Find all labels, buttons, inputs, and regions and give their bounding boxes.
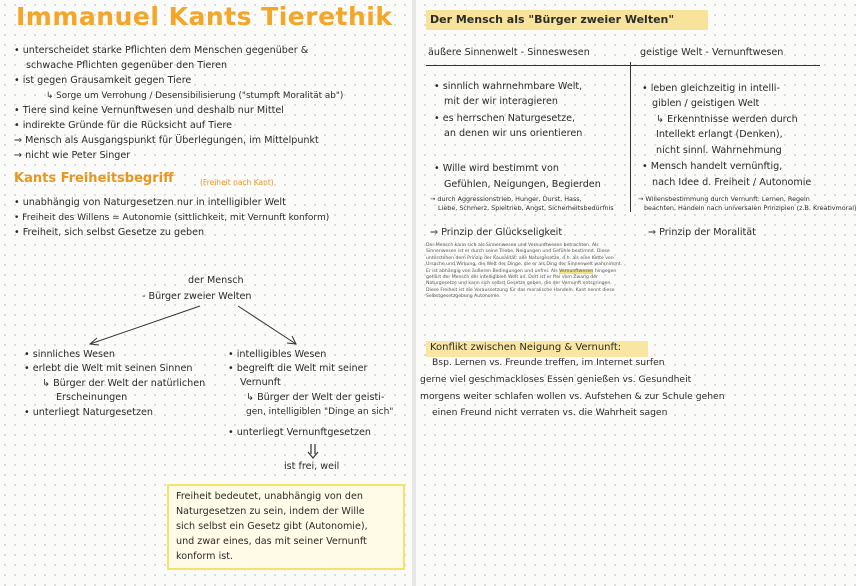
- sense-note: → durch Aggressionstrieb, Hunger, Durst, Hass,: [430, 195, 582, 203]
- page-title: Immanuel Kants Tierethik: [16, 2, 393, 31]
- sense-note: Liebe, Schmerz, Spieltrieb, Angst, Sicherheitsbedürfnis: [438, 204, 614, 212]
- diagram-right-item: ↳ Bürger der Welt der geisti-: [246, 392, 385, 403]
- diagram-center-sub: - Bürger zweier Welten: [142, 291, 252, 302]
- note-line: ⇒ Mensch als Ausgangspunkt für Überlegungen, im Mittelpunkt: [14, 135, 319, 146]
- note-line: • Tiere sind keine Vernunftwesen und deshalb nur Mittel: [14, 105, 284, 116]
- diagram-right-item: • unterliegt Vernunftgesetzen: [228, 427, 371, 438]
- note-line: • ist gegen Grausamkeit gegen Tiere: [14, 75, 192, 86]
- diagram-conclusion: ist frei, weil: [284, 461, 340, 472]
- diagram-center: der Mensch: [188, 275, 244, 286]
- pasted-text-excerpt: [426, 243, 624, 315]
- right-title: Der Mensch als "Bürger zweier Welten": [430, 13, 675, 26]
- excerpt-highlight: Vernunftwesen: [559, 268, 594, 274]
- note-line: • indirekte Gründe für die Rücksicht auf Tiere: [14, 120, 232, 131]
- table-rule: [426, 65, 820, 66]
- box-line: konform ist.: [176, 551, 234, 562]
- box-line: und zwar eines, das mit seiner Vernunft: [176, 536, 367, 547]
- column-head-reason: geistige Welt - Vernunftwesen: [640, 47, 784, 58]
- page-divider: [412, 0, 416, 586]
- excerpt-text: hingegen gehört der Mensch der intelligiblen Welt an. Dort ist er frei vom Zwang der Naturgesetze und kann sich selbst Gesetze geben, die der Vernunft entspringen. Diese Freiheit ist die Voraussetzung für das moralische Handeln. Kant nennt diese Selbstgesetzgebung Autonomie.: [426, 268, 617, 300]
- column-divider: [630, 62, 631, 212]
- conflict-line: gerne viel geschmackloses Essen genießen vs. Gesundheit: [420, 374, 692, 385]
- note-line: → nicht wie Peter Singer: [14, 150, 131, 161]
- reason-item: ↳ Erkenntnisse werden durch: [656, 114, 798, 125]
- diagram-right-item: Vernunft: [240, 377, 281, 388]
- diagram-right-item: gen, intelligiblen "Dinge an sich": [246, 407, 394, 417]
- sense-item: • sinnlich wahrnehmbare Welt,: [434, 81, 583, 92]
- note-line: • unterscheidet starke Pflichten dem Menschen gegenüber &: [14, 45, 309, 56]
- conflict-line: Bsp. Lernen vs. Freunde treffen, im Internet surfen: [432, 357, 665, 368]
- conflict-title: Konflikt zwischen Neigung & Vernunft:: [430, 342, 622, 353]
- diagram-left-item: ↳ Bürger der Welt der natürlichen: [42, 378, 206, 389]
- reason-item: giblen / geistigen Welt: [652, 98, 760, 109]
- reason-item: nach Idee d. Freiheit / Autonomie: [652, 177, 812, 188]
- note-line: • unabhängig von Naturgesetzen nur in intelligibler Welt: [14, 197, 286, 208]
- reason-note: beachten, Handeln nach universalen Prinzipien (z.B. Kreativmoral): [644, 204, 856, 212]
- reason-note: → Willensbestimmung durch Vernunft: Lernen, Regeln: [638, 195, 810, 203]
- diagram-left-item: • erlebt die Welt mit seinen Sinnen: [24, 363, 193, 374]
- conflict-line: einen Freund nicht verraten vs. die Wahrheit sagen: [432, 407, 668, 418]
- reason-item: • leben gleichzeitig in intelli-: [642, 83, 780, 94]
- column-head-sense: äußere Sinnenwelt - Sinneswesen: [428, 47, 590, 58]
- note-line: ↳ Sorge um Verrohung / Desensibilisierung ("stumpft Moralität ab"): [46, 91, 344, 101]
- note-line: • Freiheit des Willens = Autonomie (sittlichkeit, mit Vernunft konform): [14, 213, 330, 223]
- note-line: • Freiheit, sich selbst Gesetze zu geben: [14, 227, 205, 238]
- diagram-left-item: • sinnliches Wesen: [24, 349, 115, 360]
- principle-happiness: ⇒ Prinzip der Glückseligkeit: [430, 227, 563, 238]
- principle-morality: ⇒ Prinzip der Moralität: [648, 227, 756, 238]
- section-note: (Freiheit nach Kant): [200, 178, 274, 187]
- diagram-right-item: • begreift die Welt mit seiner: [228, 363, 368, 374]
- definition-box: [167, 484, 405, 570]
- diagram-left-item: • unterliegt Naturgesetzen: [24, 407, 153, 418]
- sense-item: • es herrschen Naturgesetze,: [434, 113, 576, 124]
- box-line: Naturgesetzen zu sein, indem der Wille: [176, 506, 365, 517]
- sense-item: • Wille wird bestimmt von: [434, 163, 559, 174]
- conflict-line: morgens weiter schlafen wollen vs. Aufstehen & zur Schule gehen: [420, 391, 725, 402]
- note-line: schwache Pflichten gegenüber den Tieren: [26, 60, 228, 71]
- sense-item: Gefühlen, Neigungen, Begierden: [444, 179, 601, 190]
- reason-item: nicht sinnl. Wahrnehmung: [656, 145, 782, 156]
- box-line: Freiheit bedeutet, unabhängig von den: [176, 491, 363, 502]
- diagram-left-item: Erscheinungen: [56, 392, 128, 403]
- reason-item: • Mensch handelt vernünftig,: [642, 161, 783, 172]
- box-line: sich selbst ein Gesetz gibt (Autonomie),: [176, 521, 368, 532]
- excerpt-text: Der Mensch kann sich als Sinnenwesen und Vernunftwesen betrachten. Als Sinnenwesen ist er durch seine Triebe, Neigungen und Gefühle bestimmt. Diese unterstehen dem Prinzip der Kausalität: alle Naturgesetze, d.h. als eine Kette von Ursache und Wirkung, die Welt der Dinge, die er als Ding der Sinnenwelt wahrnimmt. Er ist abhängig von äußeren Bedingungen und unfrei. Als: [426, 243, 623, 274]
- sense-item: an denen wir uns orientieren: [444, 128, 583, 139]
- reason-item: Intellekt erlangt (Denken),: [656, 129, 783, 140]
- diagram-right-item: • intelligibles Wesen: [228, 349, 327, 360]
- section-title: Kants Freiheitsbegriff: [14, 171, 174, 186]
- sense-item: mit der wir interagieren: [444, 96, 558, 107]
